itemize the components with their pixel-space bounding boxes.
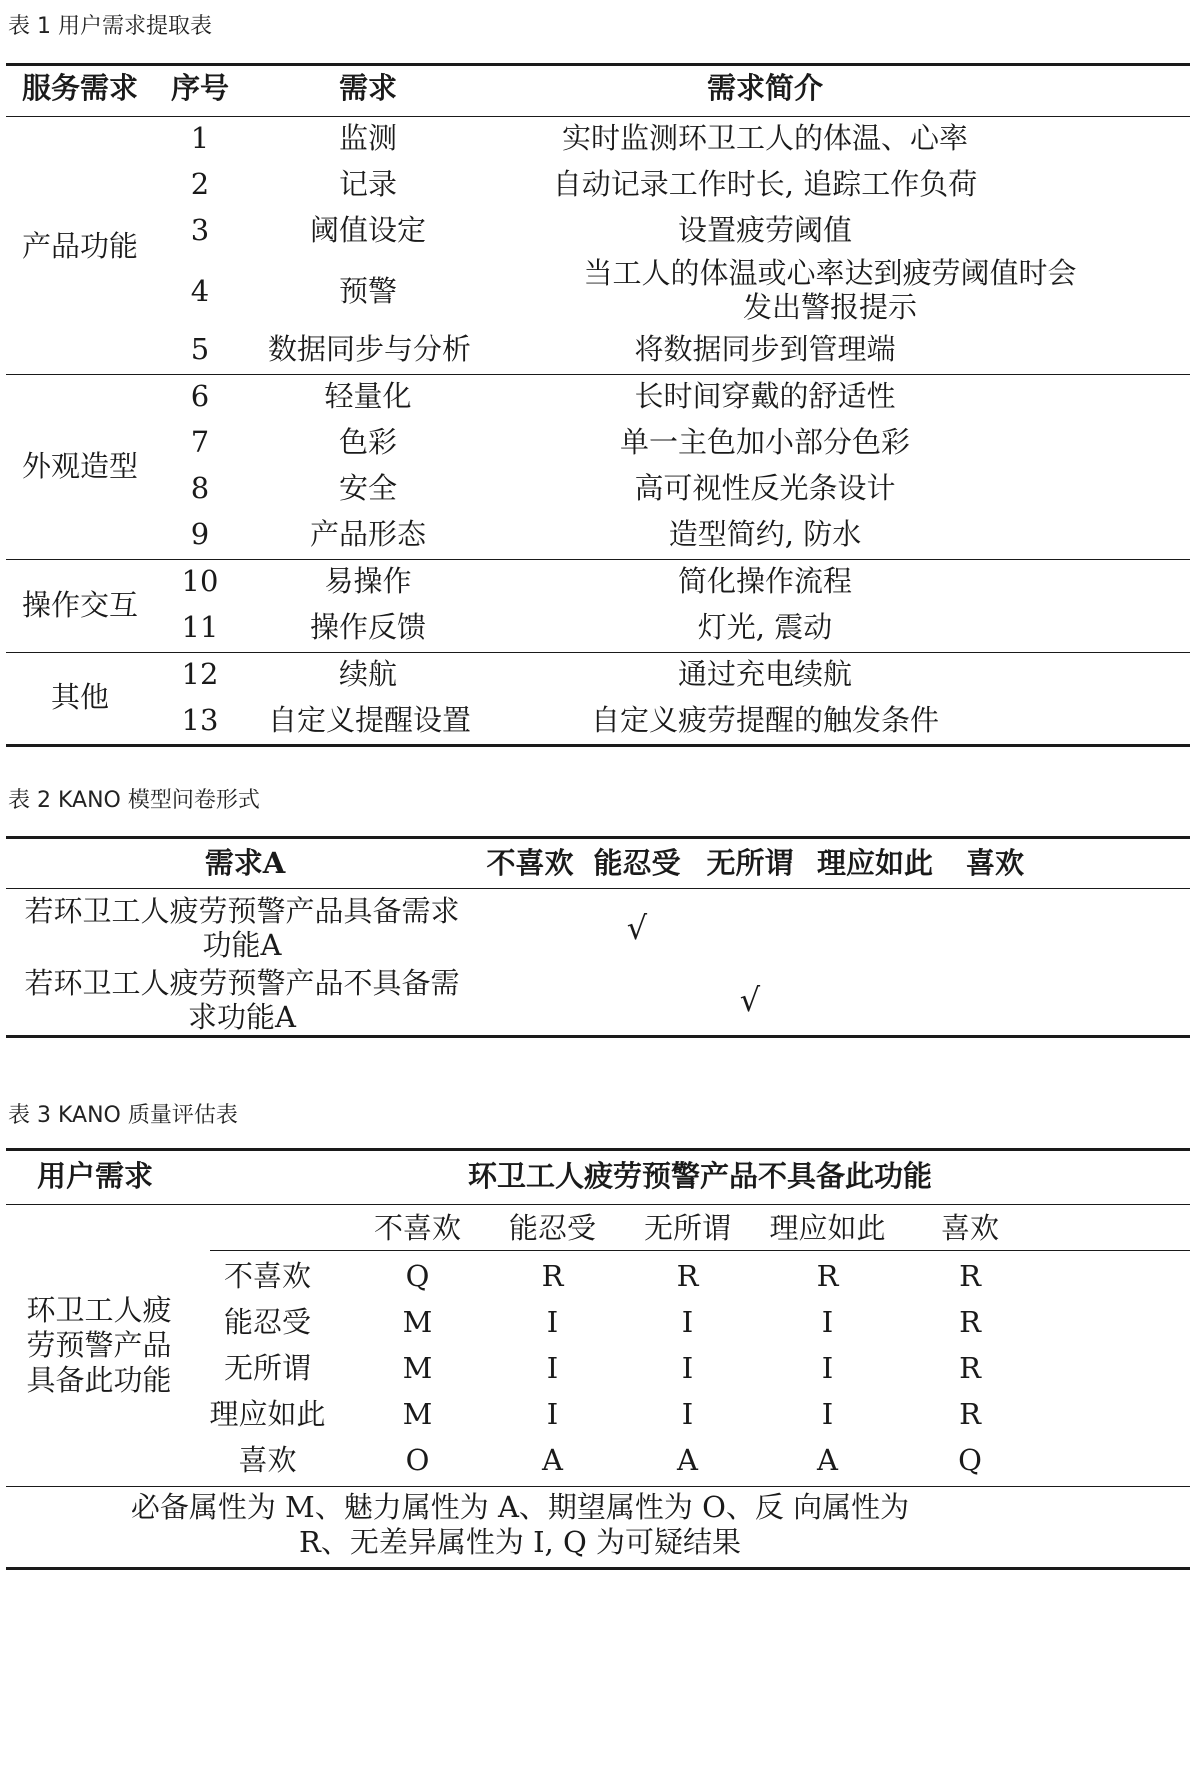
table3-cell: I: [821, 1305, 834, 1339]
row-no: 8: [190, 471, 210, 505]
table1-header-service: 服务需求: [21, 71, 138, 105]
table3-col-dislike: 不喜欢: [373, 1211, 461, 1245]
row-desc: 通过充电续航: [677, 657, 852, 691]
table3-cell: R: [959, 1259, 981, 1293]
table3-cell: R: [959, 1305, 981, 1339]
table3-cell: Q: [958, 1443, 982, 1477]
row-desc: 简化操作流程: [677, 564, 852, 598]
table2-header-tolerate: 能忍受: [593, 846, 681, 880]
row-need: 数据同步与分析: [268, 332, 472, 366]
table3-cell: M: [402, 1397, 433, 1431]
table3-row-label: 能忍受: [223, 1305, 311, 1339]
table3-cell: I: [546, 1397, 559, 1431]
table3-legend-note: 必备属性为 M、魅力属性为 A、期望属性为 O、反 向属性为 R、无差异属性为 I, Q 为可疑结果: [130, 1490, 910, 1559]
group-label-interaction: 操作交互: [21, 588, 138, 622]
table3-header-rule: [6, 1204, 1190, 1205]
row-need: 轻量化: [324, 379, 412, 413]
table3-top-rule: [6, 1148, 1190, 1151]
row-desc: 自动记录工作时长, 追踪工作负荷: [552, 167, 978, 201]
table2-checkmark: √: [626, 909, 648, 947]
table1-group-rule: [6, 559, 1190, 560]
table2-bottom-rule: [6, 1035, 1190, 1038]
table3-header-without-feature: 环卫工人疲劳预警产品不具备此功能: [467, 1159, 932, 1193]
row-need: 阈值设定: [309, 213, 426, 247]
table3-cell: I: [681, 1305, 694, 1339]
table3-cell: A: [542, 1443, 563, 1477]
row-desc: 高可视性反光条设计: [634, 471, 896, 505]
row-need: 产品形态: [309, 517, 426, 551]
table3-col-neutral: 无所谓: [643, 1211, 731, 1245]
table3-cell: I: [821, 1397, 834, 1431]
row-need: 操作反馈: [309, 610, 426, 644]
table3-cell: R: [816, 1259, 839, 1293]
row-need: 易操作: [324, 564, 412, 598]
table1-group-rule: [6, 652, 1190, 653]
table1-bottom-rule: [6, 744, 1190, 747]
table3-row-label: 喜欢: [238, 1443, 297, 1477]
row-no: 3: [190, 213, 210, 247]
row-desc: 单一主色加小部分色彩: [619, 425, 910, 459]
row-need: 监测: [338, 121, 397, 155]
table2-header-need: 需求A: [204, 846, 286, 880]
table3-row-label: 理应如此: [209, 1397, 326, 1431]
table3-cell: A: [677, 1443, 698, 1477]
table3-row-label: 无所谓: [223, 1351, 311, 1385]
table3-col-tolerate: 能忍受: [508, 1211, 596, 1245]
row-desc: 当工人的体温或心率达到疲劳阈值时会发出警报提示: [583, 256, 1077, 324]
table3-header-user-need: 用户需求: [36, 1159, 153, 1193]
table3-cell: R: [541, 1259, 564, 1293]
table3-cell: I: [821, 1351, 834, 1385]
table3-cell: O: [405, 1443, 430, 1477]
table3-col-like: 喜欢: [940, 1211, 999, 1245]
table2-header-neutral: 无所谓: [706, 846, 794, 880]
row-no: 12: [181, 657, 219, 691]
table3-cell: I: [546, 1351, 559, 1385]
table1-caption: 表 1 用户需求提取表: [8, 14, 212, 39]
row-no: 4: [190, 274, 210, 308]
row-no: 10: [181, 564, 219, 598]
row-desc: 造型简约, 防水: [668, 517, 862, 551]
table3-cell: R: [676, 1259, 699, 1293]
row-need: 记录: [338, 167, 397, 201]
table3-row-header-with-feature: 环卫工人疲劳预警产品具备此功能: [26, 1293, 172, 1397]
group-label-function: 产品功能: [21, 229, 138, 263]
table3-cell: A: [817, 1443, 838, 1477]
table3-caption: 表 3 KANO 质量评估表: [8, 1103, 238, 1128]
table2-header-dislike: 不喜欢: [486, 846, 574, 880]
row-need: 安全: [338, 471, 397, 505]
table1-group-rule: [6, 374, 1190, 375]
table3-col-must-be: 理应如此: [769, 1211, 886, 1245]
table3-subheader-rule: [210, 1250, 1190, 1251]
table3-bottom-rule: [6, 1567, 1190, 1570]
row-desc: 灯光, 震动: [697, 610, 833, 644]
row-desc: 设置疲劳阈值: [677, 213, 852, 247]
table3-cell: Q: [405, 1259, 430, 1293]
row-desc: 自定义疲劳提醒的触发条件: [590, 703, 939, 737]
table2-header-rule: [6, 888, 1190, 889]
table1-header-desc: 需求简介: [706, 71, 823, 105]
table1-header-need: 需求: [338, 71, 397, 105]
table3-cell: M: [402, 1351, 433, 1385]
table3-note-rule: [6, 1486, 1190, 1487]
row-no: 11: [181, 610, 219, 644]
row-desc: 实时监测环卫工人的体温、心率: [561, 121, 968, 155]
row-desc: 长时间穿戴的舒适性: [634, 379, 896, 413]
table2-caption: 表 2 KANO 模型问卷形式: [8, 788, 260, 813]
table1-top-rule: [6, 63, 1190, 66]
row-need: 色彩: [338, 425, 397, 459]
table2-top-rule: [6, 836, 1190, 839]
table2-checkmark: √: [739, 981, 761, 1019]
row-no: 13: [181, 703, 219, 737]
table3-cell: R: [959, 1351, 981, 1385]
table2-question-with: 若环卫工人疲劳预警产品具备需求功能A: [24, 894, 460, 962]
table1-header-rule: [6, 116, 1190, 117]
row-no: 9: [190, 517, 210, 551]
table3-cell: I: [546, 1305, 559, 1339]
row-need: 续航: [338, 657, 397, 691]
row-no: 6: [190, 379, 210, 413]
table1-header-no: 序号: [170, 71, 229, 105]
table2-question-without: 若环卫工人疲劳预警产品不具备需求功能A: [24, 966, 460, 1034]
table3-row-label: 不喜欢: [223, 1259, 311, 1293]
group-label-appearance: 外观造型: [21, 449, 138, 483]
table3-cell: I: [681, 1351, 694, 1385]
row-need: 预警: [338, 274, 397, 308]
table3-cell: R: [959, 1397, 981, 1431]
row-no: 2: [190, 167, 210, 201]
row-no: 1: [190, 121, 210, 155]
group-label-other: 其他: [50, 680, 109, 714]
table3-cell: I: [681, 1397, 694, 1431]
table2-header-must-be: 理应如此: [816, 846, 933, 880]
row-no: 5: [190, 332, 210, 366]
row-need: 自定义提醒设置: [268, 703, 472, 737]
table3-cell: M: [402, 1305, 433, 1339]
row-no: 7: [190, 425, 210, 459]
table2-header-like: 喜欢: [965, 846, 1024, 880]
row-desc: 将数据同步到管理端: [634, 332, 896, 366]
